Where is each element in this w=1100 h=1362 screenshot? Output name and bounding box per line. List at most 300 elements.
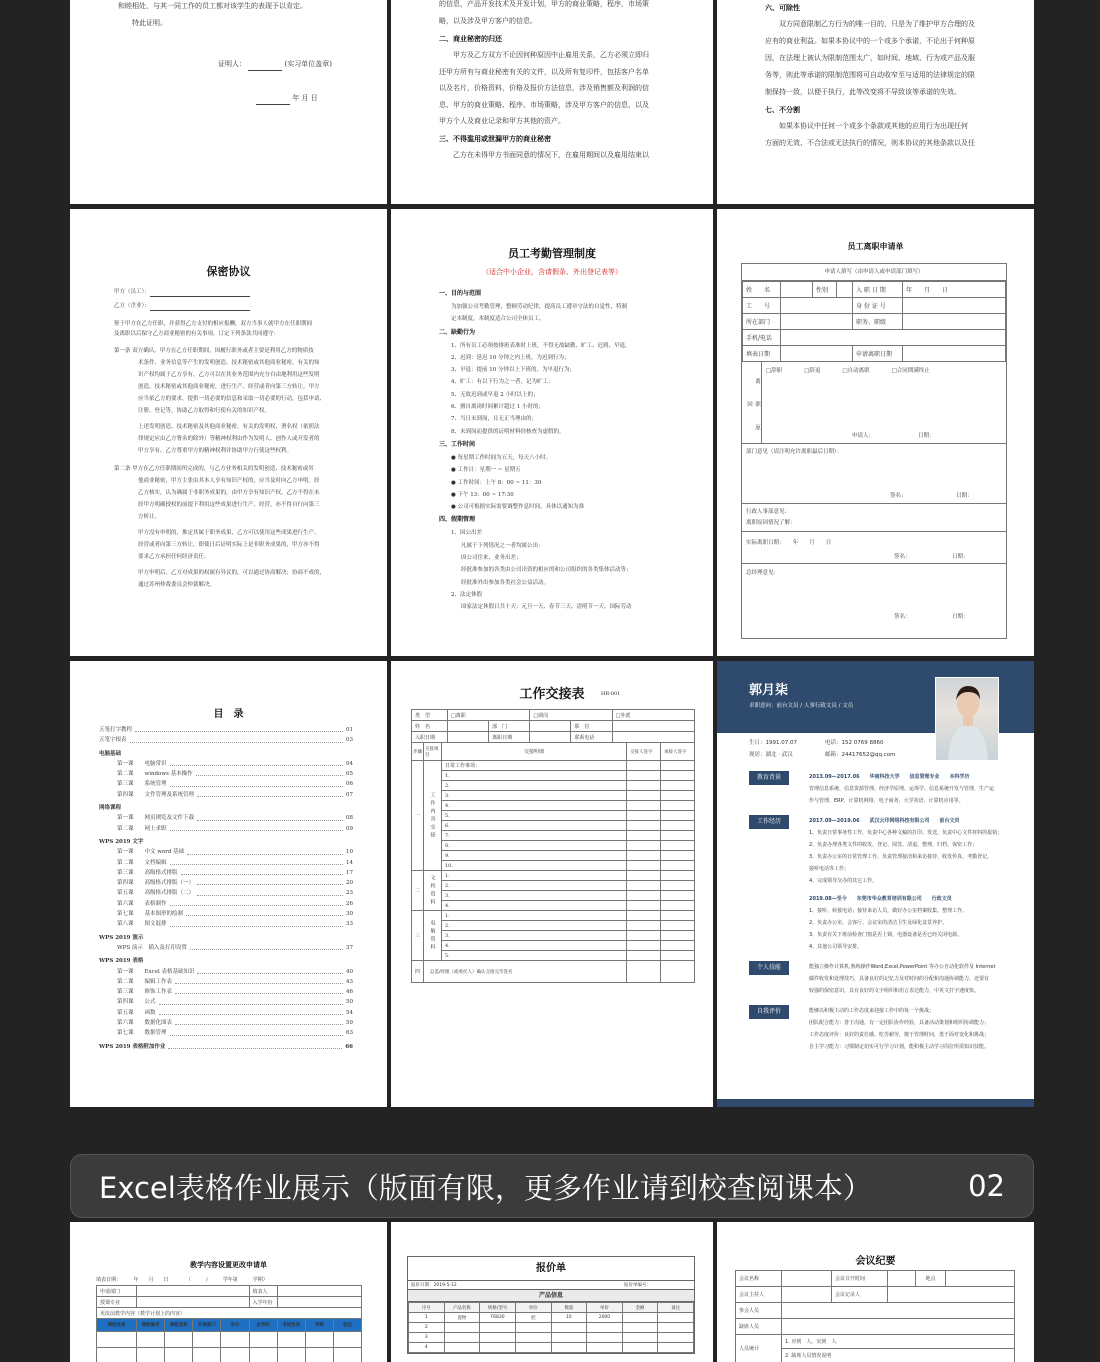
actual-leave-date: 实际离职日期： 年 月 日 — [746, 540, 832, 546]
handover-detail-cell[interactable]: 2. — [442, 921, 627, 931]
col-header: 学分 — [221, 1319, 249, 1332]
toc-entry-title: 第一课 中文 word 基础 — [117, 849, 185, 856]
handover-detail-cell[interactable]: 5. — [442, 951, 627, 961]
toc-entry-page: 09 — [346, 825, 353, 832]
section-heading: 二、缺勤行为 — [439, 328, 476, 336]
handover-detail-cell[interactable]: 2. — [442, 881, 627, 891]
toc-entry-page: 54 — [346, 1009, 353, 1016]
receiver-sign-cell[interactable] — [661, 761, 695, 771]
article-line: 通过苏州仲裁委员会仲裁解决。 — [138, 582, 216, 588]
receiver-sign-cell[interactable] — [661, 801, 695, 811]
table-cell[interactable]: 3 — [409, 1333, 445, 1343]
skill-desc: 邮件收发和处理技巧，具备良好的记忆力及对时间的分配和沟通协调能力，还要有 — [809, 976, 990, 982]
toc-entry-page: 40 — [346, 968, 353, 975]
handover-sign-cell[interactable] — [627, 901, 661, 911]
receiver-sign-cell[interactable] — [661, 781, 695, 791]
handover-sign-cell[interactable] — [627, 831, 661, 841]
handover-detail-cell[interactable]: 7. — [442, 831, 627, 841]
page-course-change-form — [70, 1222, 387, 1362]
table-cell[interactable] — [587, 1333, 623, 1343]
toc-leader-dots — [170, 919, 343, 926]
receiver-sign-cell[interactable] — [661, 831, 695, 841]
receiver-sign-cell[interactable] — [661, 771, 695, 781]
handover-detail-cell[interactable]: 1. — [442, 771, 627, 781]
skill-desc: 能独立操作计算机,熟练操作Word,Excel,PowerPoint 等办公自动化软件及 Internet — [809, 964, 996, 970]
text-line: 和睦相处，与其一同工作的员工都对该学生的表现予以肯定。 — [118, 2, 307, 10]
page-confidential-part3 — [717, 0, 1034, 204]
table-cell[interactable] — [587, 1323, 623, 1333]
table-cell[interactable]: 2 — [409, 1323, 445, 1333]
receiver-sign-cell[interactable] — [661, 881, 695, 891]
handover-sign-cell[interactable] — [627, 781, 661, 791]
birth-info: 生日：1991.07.07 — [749, 740, 797, 746]
table-cell[interactable] — [622, 1313, 658, 1323]
cell-value: 年 月 日 — [903, 282, 1006, 298]
eval-desc: 自主学习能力：习惯制定切实可行学习计划，能积极主动学习岗位所需知识技能。 — [809, 1044, 990, 1050]
party-a-label: 甲方（员工）： — [114, 289, 150, 295]
toc-entry — [99, 759, 353, 769]
table-cell[interactable] — [515, 1333, 551, 1343]
receiver-sign-cell[interactable] — [661, 791, 695, 801]
receiver-sign-cell[interactable] — [661, 911, 695, 921]
table-cell[interactable] — [658, 1313, 694, 1323]
cell-label: 会议记录人 — [832, 1287, 888, 1303]
bullet-icon: ● — [451, 491, 458, 498]
toc-entry-page: 30 — [346, 911, 353, 918]
col-header: 单位 — [515, 1303, 551, 1313]
dept-opinion: 部门意见（请注明允许离职最后日期）： — [746, 449, 843, 455]
section-heading: 一、目的与范围 — [439, 290, 482, 297]
toc-entry-page: 14 — [346, 859, 353, 866]
section-heading: 七、不分割 — [765, 105, 800, 114]
toc-entry-page: 46 — [346, 989, 353, 996]
article-line: 甲方申明后，乙方对成果的权属有异议的，可以通过协商解决；协商不成的， — [138, 570, 326, 576]
job-desc: 2、负责办理各类文件的收发、登记、阅签、清退、整理、归档、保密工作； — [809, 842, 978, 848]
receiver-sign-cell[interactable] — [661, 841, 695, 851]
handover-detail-cell[interactable]: 1. — [442, 911, 627, 921]
quote-table — [408, 1302, 694, 1353]
toc-entry-title: 第四课 文件管理及系统管理 — [117, 791, 195, 798]
text-line: 乙方在未得甲方书面同意的情况下，在雇用期间以及雇用结束以 — [453, 150, 649, 159]
text-line: 务等，则此等承诺的限制范围将可自动收窄至与适用的法律规定的限 — [765, 71, 975, 79]
toc-leader-dots — [175, 987, 343, 994]
toc-entry — [99, 919, 353, 929]
section-heading: 三、工作时间 — [439, 440, 476, 448]
handover-sign-cell[interactable] — [627, 931, 661, 941]
doc-title: 目 录 — [213, 709, 244, 720]
col-header: 状态 — [333, 1319, 361, 1332]
checkbox-option[interactable]: □外派 — [612, 710, 694, 721]
person-icon — [936, 678, 999, 761]
table-cell[interactable] — [480, 1323, 516, 1333]
toc-leader-dots — [190, 943, 343, 950]
doc-title: 报价单 — [408, 1257, 694, 1281]
receiver-sign-cell[interactable] — [661, 901, 695, 911]
handover-detail-label[interactable]: 日常工作事项： — [442, 761, 627, 771]
cell-label: 会议名称 — [736, 1271, 782, 1287]
edu-desc: 管理信息系统、信息资源管理、经济学原理、运筹学、信息系统开发与管理，生产运 — [809, 786, 995, 792]
toc-entry — [99, 803, 353, 813]
receiver-sign-cell[interactable] — [661, 941, 695, 951]
doc-subtitle: （适合中小企业，含请假条、外出登记表等） — [482, 268, 622, 276]
edu-line: 2013.09—2017.06 华南科技大学 信息管理专业 本科学历 — [809, 774, 970, 780]
section-label: 更改前教学内容（教学计划上的内容） — [97, 1308, 362, 1319]
receiver-sign-cell[interactable] — [661, 871, 695, 881]
toc-leader-dots — [170, 1028, 343, 1035]
table-cell[interactable] — [444, 1323, 480, 1333]
table-cell[interactable]: F6830 — [480, 1313, 516, 1323]
table-cell[interactable]: 4 — [409, 1343, 445, 1353]
list-item: 公司可根据实际需要调整作息时间，具体以通知为准 — [457, 504, 585, 511]
table-cell[interactable] — [551, 1343, 587, 1353]
text-line: 凡属于下列情况之一者均属公出： — [461, 542, 544, 549]
handover-sign-cell[interactable] — [627, 771, 661, 781]
text-line: 因公司往来、业务出差； — [461, 555, 522, 562]
section-heading: 三、不得滥用或泄漏甲方的商业秘密 — [439, 133, 551, 143]
toc-entry — [99, 735, 353, 745]
doc-title: 员工离职申请单 — [847, 241, 904, 251]
handover-sign-cell[interactable] — [627, 841, 661, 851]
table-cell[interactable]: 2000 — [587, 1313, 623, 1323]
handover-sign-cell[interactable] — [627, 851, 661, 861]
receiver-sign-cell[interactable] — [661, 821, 695, 831]
email-info: 邮箱：24417652@qq.com — [825, 752, 896, 758]
table-cell[interactable] — [658, 1343, 694, 1353]
toc-entry-page: 20 — [346, 880, 353, 887]
toc-entry-title: WPS 演示 插入及打印设置 — [117, 944, 187, 951]
applicant-label: 申请人： — [852, 433, 875, 439]
handover-sign-cell[interactable] — [627, 761, 661, 771]
handover-detail-cell[interactable]: 1. — [442, 871, 627, 881]
receiver-sign-cell[interactable] — [661, 861, 695, 871]
handover-detail-cell[interactable]: 3. — [442, 931, 627, 941]
toc-entry — [99, 1028, 353, 1038]
page-confidential-part2 — [391, 0, 713, 204]
list-item: 工作时间：上午 8：00 ~ 11：30 — [457, 479, 542, 486]
article-line: 甲方享有，乙方尊重甲方的精神权利并协助甲方行使这些权利。 — [138, 448, 293, 454]
text-line: 的信息，产品开发技术及开发计划，甲方的商业策略，程序，市场策 — [439, 0, 649, 8]
handover-sign-cell[interactable] — [627, 911, 661, 921]
article-line: 律规定应由乙方署名的除外）等精神权利由作为发明人、创作人或开发者的 — [138, 436, 320, 442]
cell-label: 联系电话 — [571, 732, 612, 743]
col-header: 单价 — [587, 1303, 623, 1313]
cell-label: 身 份 证 号 — [853, 298, 903, 314]
job-desc: 2、负责办公室、会客厅、会议室的清洁卫生及绿化盆景养护。 — [809, 920, 948, 926]
article-line: 识产权均属于乙方享有。乙方可以在其业务范围内充分自由地利用这些发明 — [138, 372, 320, 378]
table-cell[interactable] — [444, 1333, 480, 1343]
table-cell[interactable]: 置物 — [444, 1313, 480, 1323]
job-desc: 接听电话等工作； — [809, 866, 850, 872]
signer-hint: (实习单位盖章) — [284, 60, 332, 68]
toc-leader-dots — [197, 878, 343, 885]
toc-entry-page: 01 — [346, 727, 353, 733]
text-line: 方面的无效、不合法或无法执行的情况，则本协议的其他条款以及任 — [765, 139, 975, 147]
section-tag: 个人技能 — [749, 961, 789, 975]
toc-entry-title: WPS 2019 表格附加作业 — [99, 1043, 166, 1050]
handover-sign-cell[interactable] — [627, 821, 661, 831]
article-line: 甲方没有申明的，推定其属于职务成果，乙方可以使用这些成果进行生产、 — [138, 530, 320, 536]
text-line: 如果本协议中任何一个或多个条款或其他的应用行为出现任何 — [779, 122, 968, 130]
col-header: 交接人签字 — [627, 743, 661, 761]
page-table-of-contents — [70, 661, 387, 1107]
text-line: 特此证明。 — [132, 19, 167, 27]
toc-entry-title: 第一课 Excel 表格基础知识 — [117, 968, 195, 975]
table-cell[interactable] — [587, 1343, 623, 1353]
handover-detail-cell[interactable]: 10. — [442, 861, 627, 871]
eval-desc: 能够以积极主动的工作态度来迎接工作中的每一个挑战； — [809, 1008, 935, 1014]
toc-leader-dots — [168, 1042, 342, 1049]
page-meeting-minutes — [717, 1222, 1034, 1362]
col-header: 开课部门 — [193, 1319, 221, 1332]
course-change-table — [96, 1285, 362, 1362]
toc-entry — [99, 956, 353, 966]
col-header: 课程名称 — [165, 1319, 193, 1332]
cell-label: 姓 名 — [412, 721, 448, 732]
handover-item-label: 文档资料 — [424, 871, 442, 911]
table-cell[interactable] — [622, 1343, 658, 1353]
handover-sign-cell[interactable] — [627, 811, 661, 821]
handover-item-label: 工作内容交接 — [424, 761, 442, 871]
receiver-sign-cell[interactable] — [661, 931, 695, 941]
checkbox-option[interactable]: □调岗 — [530, 710, 612, 721]
toc-entry-title: 第三课 系统管理 — [117, 781, 167, 788]
table-cell[interactable] — [515, 1323, 551, 1333]
receiver-sign-cell[interactable] — [661, 951, 695, 961]
handover-detail-cell[interactable]: 4. — [442, 901, 627, 911]
receiver-sign-cell[interactable] — [661, 921, 695, 931]
table-cell[interactable]: 把 — [515, 1313, 551, 1323]
col-header: 序号 — [409, 1303, 445, 1313]
table-cell[interactable] — [480, 1333, 516, 1343]
article-line: 第一条 双方确认，甲方在乙方任职期间，因履行职务或者主要是利用乙方的物质技 — [114, 348, 314, 354]
toc-entry-page: 66 — [345, 1043, 353, 1050]
article-line: 他商业秘密，甲方主张由其本人享有知识产权的，应当及时向乙方申明。经 — [138, 478, 320, 484]
checkbox-option[interactable]: □离职 — [448, 710, 530, 721]
cell-label: 类 型 — [412, 710, 448, 721]
handover-item-label: 电脑资料 — [424, 911, 442, 961]
handover-sign-cell[interactable] — [627, 871, 661, 881]
section-heading: 四、假期管理 — [439, 516, 476, 524]
page-attendance-policy — [391, 209, 713, 656]
article-line: 第二条 甲方在乙方任职期间所完成的，与乙方业务相关的发明创造、技术秘密或其 — [114, 466, 314, 472]
table-cell[interactable]: 1 — [409, 1313, 445, 1323]
toc-entry-title: WPS 2019 表格 — [99, 958, 144, 965]
toc-entry — [99, 977, 353, 987]
toc-entry — [99, 769, 353, 779]
handover-detail-cell[interactable]: 4. — [442, 941, 627, 951]
text-line: 甲方个人及商业记录和甲方其他的资产。 — [439, 117, 565, 125]
toc-entry-title: WPS 2019 文字 — [99, 838, 144, 845]
text-line: 经批准参加的各类由公司出资的相应的和公司组织的各类集体活动等； — [461, 567, 632, 574]
toc-leader-dots — [170, 824, 343, 831]
toc-entry-title: 第一课 网页浏览及文件下载 — [117, 815, 195, 822]
cell-label: 部 门 — [489, 721, 530, 732]
handover-detail-cell[interactable]: 3. — [442, 891, 627, 901]
cell-label: 入职日期 — [412, 732, 448, 743]
cell-label: 会议召开时间 — [832, 1271, 888, 1287]
handover-sign-cell[interactable] — [627, 791, 661, 801]
col-header: 交接项目 — [424, 743, 442, 761]
cell-label: 缺席人员 — [736, 1319, 782, 1335]
table-cell[interactable] — [444, 1343, 480, 1353]
toc-entry-title: 第七课 数据管理 — [117, 1030, 167, 1037]
date-text: 年 月 日 — [292, 94, 318, 102]
list-item: 2、迟到：延迟 10 分钟之内上班，为迟到行为； — [451, 354, 570, 361]
table-cell[interactable] — [515, 1343, 551, 1353]
list-item: 下午 13：00 ~ 17:30 — [457, 491, 514, 498]
handover-sign-cell[interactable] — [627, 951, 661, 961]
minutes-table — [735, 1270, 1015, 1362]
toc-entry — [99, 837, 353, 847]
toc-entry — [99, 858, 353, 868]
toc-entry-title: 电脑基础 — [99, 750, 122, 757]
banner-number: 02 — [968, 1169, 1005, 1203]
toc-entry-title: 五笔字根表 — [99, 737, 127, 744]
doc-title: 教学内容设置更改申请单 — [190, 1260, 267, 1269]
toc-entry-page: 05 — [346, 771, 353, 778]
text-line: 国家法定休假日共十天：元旦一天、春节三天、清明节一天、国际劳动 — [461, 604, 632, 611]
toc-entry — [99, 1008, 353, 1018]
page-confidentiality-agreement — [70, 209, 387, 656]
toc-entry-page: 37 — [346, 944, 353, 951]
col-header: 学期 — [305, 1319, 333, 1332]
toc-entry — [99, 909, 353, 919]
quote-date: 报价日期：2019-5-12 — [411, 1283, 457, 1288]
article-line: 乙方核实，认为确属于非职务成果的，由甲方享有知识产权，乙方不得在未 — [138, 490, 320, 496]
text-line: 定本制度，本制度适合公司全体员工。 — [451, 316, 545, 323]
toc-entry-title: 网络课程 — [99, 805, 122, 812]
list-item: 工作日：星期一 ~ 星期五 — [457, 467, 521, 474]
handover-sign-cell[interactable] — [627, 801, 661, 811]
toc-entry-title: 第二课 网上求职 — [117, 825, 167, 832]
table-cell[interactable] — [622, 1323, 658, 1333]
table-cell[interactable]: 10 — [551, 1313, 587, 1323]
handover-detail-cell[interactable]: 2. — [442, 781, 627, 791]
toc-entry-page: 33 — [346, 921, 353, 928]
toc-entry — [99, 847, 353, 857]
toc-entry-title: 五笔打字教程 — [99, 727, 133, 733]
col-header: 步骤 — [412, 743, 424, 761]
handover-sign-cell[interactable] — [627, 881, 661, 891]
receiver-sign-cell[interactable] — [661, 891, 695, 901]
toc-leader-dots — [135, 725, 343, 732]
cell-value: 1. 应到 人、实到 人 — [782, 1335, 1015, 1349]
toc-entry-title: 第三课 修饰工作表 — [117, 989, 173, 996]
gm-opinion: 总经理意见： — [746, 570, 780, 576]
hr-opinion: 行政人事部意见： — [746, 509, 791, 515]
cell-label: 参会人员 — [736, 1303, 782, 1319]
list-item: 7、当日未到岗，且无正当理由的； — [451, 416, 538, 423]
doc-title: 保密协议 — [206, 265, 251, 278]
toc-entry-title: 第一课 电脑常识 — [117, 760, 167, 767]
table-row — [409, 1323, 694, 1333]
handover-sign-cell[interactable] — [627, 921, 661, 931]
intro-line: 鉴于甲方在乙方任职，并获得乙方支付的相应报酬，双方当事人就甲方在任职期间 — [114, 321, 313, 327]
toc-entry-page: 06 — [346, 781, 353, 788]
date-label: 日期： — [952, 614, 969, 620]
toc-leader-dots — [170, 858, 343, 865]
article-line: 应当依乙方的要求，提供一切必要的信息和采取一切必要的行动，包括申请、 — [138, 396, 326, 402]
cell-label: 离职日期 — [489, 732, 530, 743]
table-row — [409, 1343, 694, 1353]
toc-entry-page: 04 — [346, 760, 353, 767]
toc-entry-title: 第五课 函数 — [117, 1009, 156, 1016]
table-cell[interactable] — [658, 1333, 694, 1343]
toc-entry-title: 第七课 基本图形的绘制 — [117, 911, 184, 918]
eval-desc: 团队配合能力：善于沟通，有一定团队协作经验，具备活动策划和组织协调能力； — [809, 1020, 990, 1026]
toc-leader-dots — [170, 899, 343, 906]
toc-entry — [99, 1042, 353, 1052]
table-row — [409, 1313, 694, 1323]
section-heading: 二、商业秘密的归还 — [439, 34, 502, 43]
table-cell[interactable] — [480, 1343, 516, 1353]
toc-entry-page: 63 — [346, 1030, 353, 1037]
eval-desc: 工作态度评价：良好的责任感、吃苦耐劳，擅于管理时间，勇于面对变化和挑战； — [809, 1032, 990, 1038]
party-b-label: 乙方（企业）： — [114, 303, 150, 309]
toc-entry — [99, 1018, 353, 1028]
quote-number: 报价单编号： — [624, 1283, 651, 1288]
toc-leader-dots — [197, 967, 343, 974]
receiver-sign-cell[interactable] — [661, 811, 695, 821]
receiver-sign-cell[interactable] — [661, 851, 695, 861]
table-cell[interactable] — [658, 1323, 694, 1333]
handover-detail-cell[interactable]: 3. — [442, 791, 627, 801]
col-header: 金额 — [622, 1303, 658, 1313]
text-line: 双方同意限制乙方行为的唯一目的，只是为了维护甲方合理的及 — [779, 20, 975, 28]
sign-label: 签名： — [890, 493, 907, 499]
toc-leader-dots — [187, 847, 343, 854]
handover-detail-cell[interactable]: 8. — [442, 841, 627, 851]
toc-entry — [99, 868, 353, 878]
toc-entry-title: WPS 2019 演示 — [99, 934, 144, 941]
handover-sign-cell[interactable] — [627, 941, 661, 951]
list-item: 每星期工作时间为五天，每天八小时。 — [457, 454, 552, 461]
fill-date: 填表日期： 年 月 日 （ / 学年第 学期） — [96, 1277, 268, 1283]
list-item: 6、擅自离岗时间累计超过 1 小时的； — [451, 404, 544, 411]
handover-sign-cell[interactable] — [627, 891, 661, 901]
hr-reason: 离职原因情况了解： — [746, 520, 796, 526]
doc-title: 员工考勤管理制度 — [508, 247, 596, 260]
toc-leader-dots — [170, 779, 343, 786]
toc-entry-title: 第二课 编辑工作表 — [117, 978, 173, 985]
origin-info: 现居：湖北 · 武汉 — [749, 752, 793, 758]
table-cell[interactable] — [551, 1333, 587, 1343]
col-header: 考试性质 — [277, 1319, 305, 1332]
cell-label: 申请离职日期 — [853, 346, 903, 362]
toc-leader-dots — [197, 790, 343, 797]
table-cell[interactable] — [551, 1323, 587, 1333]
handover-sign-cell[interactable] — [627, 861, 661, 871]
handover-detail-cell[interactable]: 6. — [442, 821, 627, 831]
form-code: HR-001 — [601, 691, 621, 697]
col-header: 规格/型号 — [480, 1303, 516, 1313]
date-label: 日期： — [952, 554, 969, 560]
cell-label: 入学年份 — [249, 1297, 277, 1308]
toc-entry — [99, 987, 353, 997]
handover-detail-cell[interactable]: 5. — [442, 811, 627, 821]
reason-options[interactable]: □辞职 □辞退 □自动离职 □合同期满终止 — [766, 368, 930, 374]
handover-detail-cell[interactable]: 9. — [442, 851, 627, 861]
toc-leader-dots — [196, 769, 343, 776]
table-cell[interactable] — [622, 1333, 658, 1343]
cell-label: 人员统计 — [736, 1335, 782, 1362]
handover-detail-cell[interactable]: 4. — [442, 801, 627, 811]
page-resignation-form — [717, 209, 1034, 656]
toc-entry — [99, 888, 353, 898]
avatar — [935, 677, 999, 761]
cell-label: 姓 名 — [743, 282, 781, 298]
col-header: 数量 — [551, 1303, 587, 1313]
